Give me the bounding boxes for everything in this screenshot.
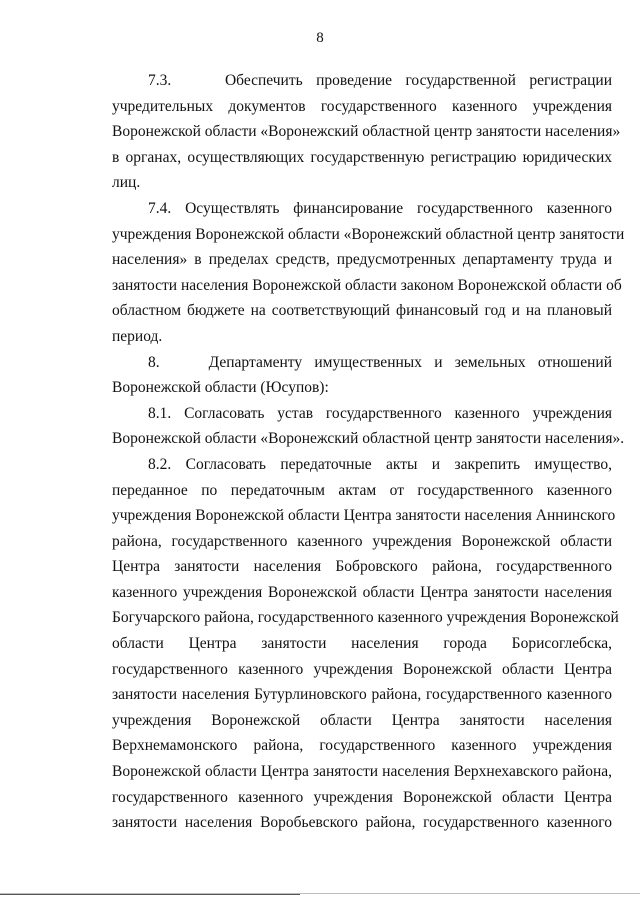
text-line: учреждения Воронежской области «Воронежский областной центр занятости	[112, 225, 625, 243]
text-line: Богучарского района, государственного казенного учреждения Воронежской	[112, 609, 619, 627]
text-line: лиц.	[112, 174, 141, 192]
text-line: государственного казенного учреждения Воронежской области Центра	[112, 660, 612, 678]
text-line: учреждения Воронежской области Центра занятости населения Аннинского	[112, 507, 616, 525]
text-line: 7.4. Осуществлять финансирование государственного казенного	[148, 199, 612, 217]
text-line: занятости населения Воробьевского района, государственного казенного	[112, 814, 612, 832]
bottom-scan-edge-dark	[0, 894, 300, 895]
document-body	[112, 68, 625, 836]
text-line: 8.1. Согласовать устав государственного казенного учреждения	[148, 404, 612, 422]
text-line: областном бюджете на соответствующий финансовый год и на плановый	[112, 302, 612, 320]
text-line: Воронежской области Центра занятости населения Верхнехавского района,	[112, 763, 612, 781]
text-line: населения» в пределах средств, предусмотренных департаменту труда и	[112, 251, 612, 269]
text-line: Центра занятости населения Бобровского района, государственного	[112, 558, 612, 576]
text-line: 8. Департаменту имущественных и земельных отношений	[148, 353, 612, 371]
text-line: занятости населения Бутурлиновского района, государственного казенного	[112, 686, 612, 704]
text-line: период.	[112, 327, 163, 345]
text-line: государственного казенного учреждения Воронежской области Центра	[112, 788, 612, 806]
text-line: Верхнемамонского района, государственного казенного учреждения	[112, 737, 612, 755]
text-line: 7.3. Обеспечить проведение государственной регистрации	[148, 72, 612, 89]
text-line: 8.2. Согласовать передаточные акты и закрепить имущество,	[148, 455, 612, 473]
text-line: учреждения Воронежской области Центра занятости населения	[112, 711, 612, 729]
text-line: учредительных документов государственного казенного учреждения	[112, 97, 612, 115]
text-line: района, государственного казенного учреждения Воронежской области	[112, 532, 612, 550]
text-line: занятости населения Воронежской области законом Воронежской области об	[112, 276, 622, 294]
text-line: в органах, осуществляющих государственную регистрацию юридических	[112, 148, 612, 166]
text-line: казенного учреждения Воронежской области Центра занятости населения	[112, 583, 612, 601]
text-line: Воронежской области «Воронежский областной центр занятости населения».	[112, 430, 625, 448]
page-number: 8	[316, 30, 324, 46]
text-line: Воронежской области «Воронежский областной центр занятости населения»	[112, 123, 621, 141]
text-line: области Центра занятости населения города Борисоглебска,	[112, 635, 612, 653]
text-line: переданное по передаточным актам от государственного казенного	[112, 481, 612, 499]
text-line: Воронежской области (Юсупов):	[112, 379, 329, 397]
